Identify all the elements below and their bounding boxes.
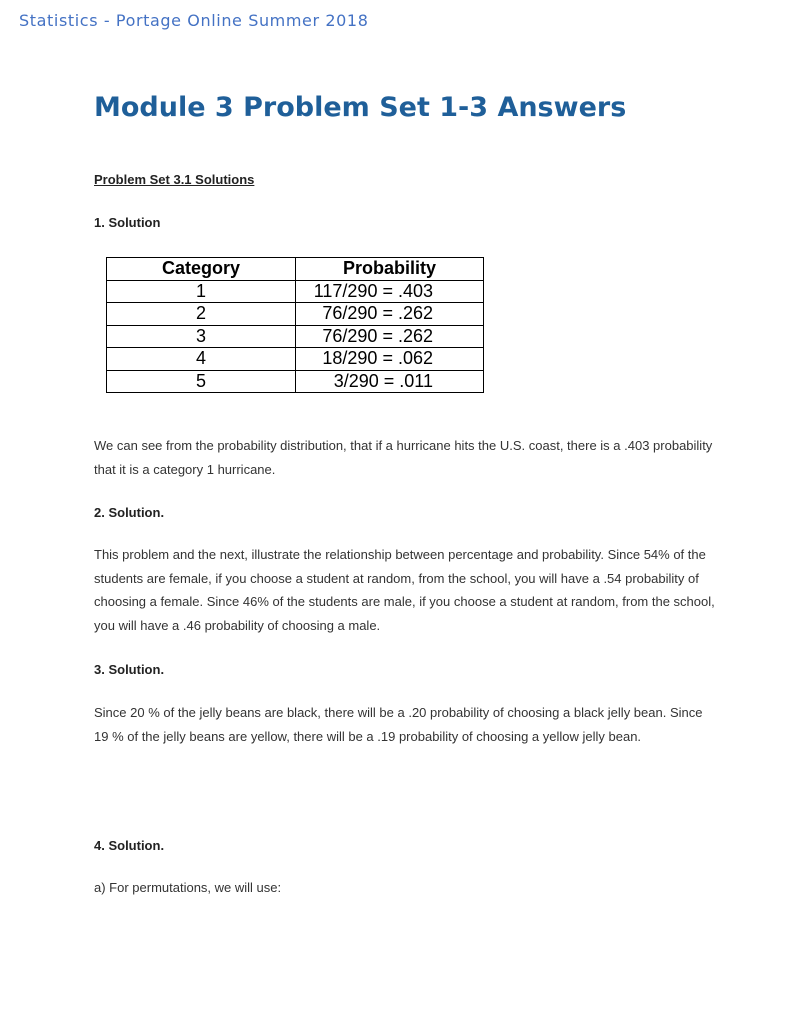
- table-row: [107, 370, 484, 393]
- probability-cell: 18/290 = .062: [296, 348, 484, 371]
- table-row: [107, 280, 484, 303]
- table-header-row: [107, 258, 484, 281]
- column-header-category: Category: [107, 258, 296, 281]
- solution-4-label: 4. Solution.: [94, 838, 165, 853]
- page-header: Statistics - Portage Online Summer 2018: [19, 11, 369, 30]
- column-header-probability: Probability: [296, 258, 484, 281]
- probability-cell: 76/290 = .262: [296, 303, 484, 326]
- solution-2-text: This problem and the next, illustrate the relationship between percentage and probability. Since 54% of the students are female, if you choose a student at random, from the school, you will have a .54 probability of choosing a female. Since 46% of the students are male, if you choose a student at random, from the school, you will have a .46 probability of choosing a male.: [94, 547, 715, 633]
- probability-cell: 76/290 = .262: [296, 325, 484, 348]
- table-row: [107, 325, 484, 348]
- solution-4-text: a) For permutations, we will use:: [94, 880, 282, 895]
- table-row: [107, 303, 484, 326]
- category-cell: 5: [107, 370, 296, 393]
- category-cell: 2: [107, 303, 296, 326]
- solution-3-text: Since 20 % of the jelly beans are black, there will be a .20 probability of choosing a black jelly bean. Since 19 % of the jelly beans are yellow, there will be a .19 probability of choosing a yellow jelly bean.: [94, 705, 703, 744]
- probability-table: [106, 257, 484, 393]
- table-row: [107, 348, 484, 371]
- category-cell: 3: [107, 325, 296, 348]
- category-cell: 1: [107, 280, 296, 303]
- solution-1-text: We can see from the probability distribution, that if a hurricane hits the U.S. coast, there is a .403 probability that it is a category 1 hurricane.: [94, 438, 713, 477]
- probability-cell: 117/290 = .403: [296, 280, 484, 303]
- solution-3-label: 3. Solution.: [94, 662, 165, 677]
- solution-2-label: 2. Solution.: [94, 505, 165, 520]
- category-cell: 4: [107, 348, 296, 371]
- probability-cell: 3/290 = .011: [296, 370, 484, 393]
- document-title: Module 3 Problem Set 1-3 Answers: [94, 92, 627, 123]
- solution-1-label: 1. Solution: [94, 215, 161, 230]
- section-heading: Problem Set 3.1 Solutions: [94, 172, 255, 187]
